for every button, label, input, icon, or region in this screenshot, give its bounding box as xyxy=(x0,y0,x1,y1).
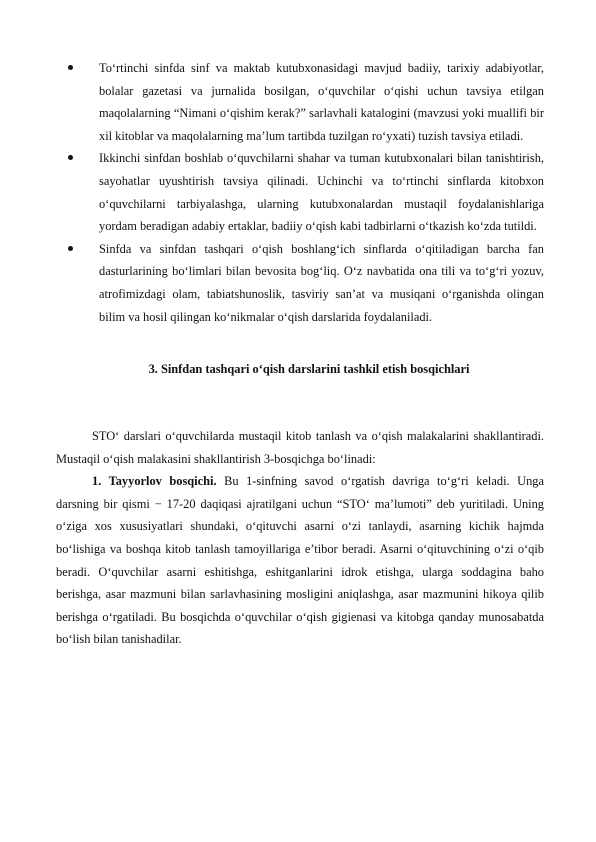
stage1-title: 1. Tayyorlov bosqichi. xyxy=(92,474,217,489)
bullet-icon xyxy=(68,65,73,70)
list-item xyxy=(68,238,544,328)
bullet-icon xyxy=(68,246,73,251)
list-item xyxy=(68,57,544,147)
list-item-text: Sinfda va sinfdan tashqari o‘qish boshlang‘ich sinflarda o‘qitiladigan barcha fan dasturlarining bo‘limlari bilan bevosita bog‘liq. O‘z navbatida ona tili va to‘g‘ri yozuv, atrofimizdagi olam, tabiatshunoslik, tasviriy san’at va musiqani o‘rganishda olingan bilim va hosil qilingan ko‘nikmalar o‘qish darslarida foydalaniladi. xyxy=(99,241,544,324)
bullet-list xyxy=(68,57,544,328)
intro-paragraph: STO‘ darslari o‘quvchilarda mustaqil kitob tanlash va o‘qish malakalarini shakllantiradi. Mustaqil o‘qish malakasini shakllantirish 3-bosqichga bo‘linadi: xyxy=(56,429,544,466)
list-item xyxy=(68,147,544,237)
list-item-text: Ikkinchi sinfdan boshlab o‘quvchilarni shahar va tuman kutubxonalari bilan tanishtirish, sayohatlar uyushtirish tavsiya qilinadi. Uchinchi va to‘rtinchi sinflarda kitobxon o‘quvchilarni tarbiyalashga, ularning kutubxonalardan mustaqil foydalanishlariga yordam beradigan adabiy ertaklar, badiiy o‘qish kabi tadbirlarni o‘tkazish ko‘zda tutildi. xyxy=(99,151,544,234)
stage1-paragraph xyxy=(56,470,544,651)
bullet-icon xyxy=(68,155,73,160)
list-item-text: To‘rtinchi sinfda sinf va maktab kutubxonasidagi mavjud badiiy, tarixiy adabiyotlar, bolalar gazetasi va jurnalida bosilgan, o‘quvchilar o‘qishi uchun tavsiya etilgan maqolalarning “Nimani o‘qishim kerak?” sarlavhali katalogini (mavzusi yoki muallifi bir xil kitoblar va maqolalarning ma’lum tartibda tuzilgan ro‘yxati) tuzish tavsiya etiladi. xyxy=(99,61,544,143)
section-heading: 3. Sinfdan tashqari o‘qish darslarini tashkil etish bosqichlari xyxy=(148,362,470,376)
stage1-text: Bu 1-sinfning savod o‘rgatish davriga to‘g‘ri keladi. Unga darsning bir qismi − 17-20 daqiqasi ajratilgani uchun “STO‘ ma’lumoti” deb yuritiladi. Uning o‘ziga xos xususiyatlari shundaki, o‘qituvchi asarni o‘zi tanlaydi, asarning kichik hajmda bo‘lishiga va boshqa kitob tanlash tamoyillariga e’tibor beradi. Asarni o‘qituvchining o‘zi o‘qib beradi. O‘quvchilar asarni eshitishga, eshitganlarini idrok etishga, ularga soddagina baho berishga, asar mazmuni bilan sarlavhasining mosligini aniqlashga, asar mazmunini hikoya qilib berishga o‘rgatiladi. Bu bosqichda o‘quvchilar o‘qish gigienasi va kitobga qanday munosabatda bo‘lish bilan tanishadilar. xyxy=(56,474,544,647)
body-text xyxy=(56,425,544,651)
